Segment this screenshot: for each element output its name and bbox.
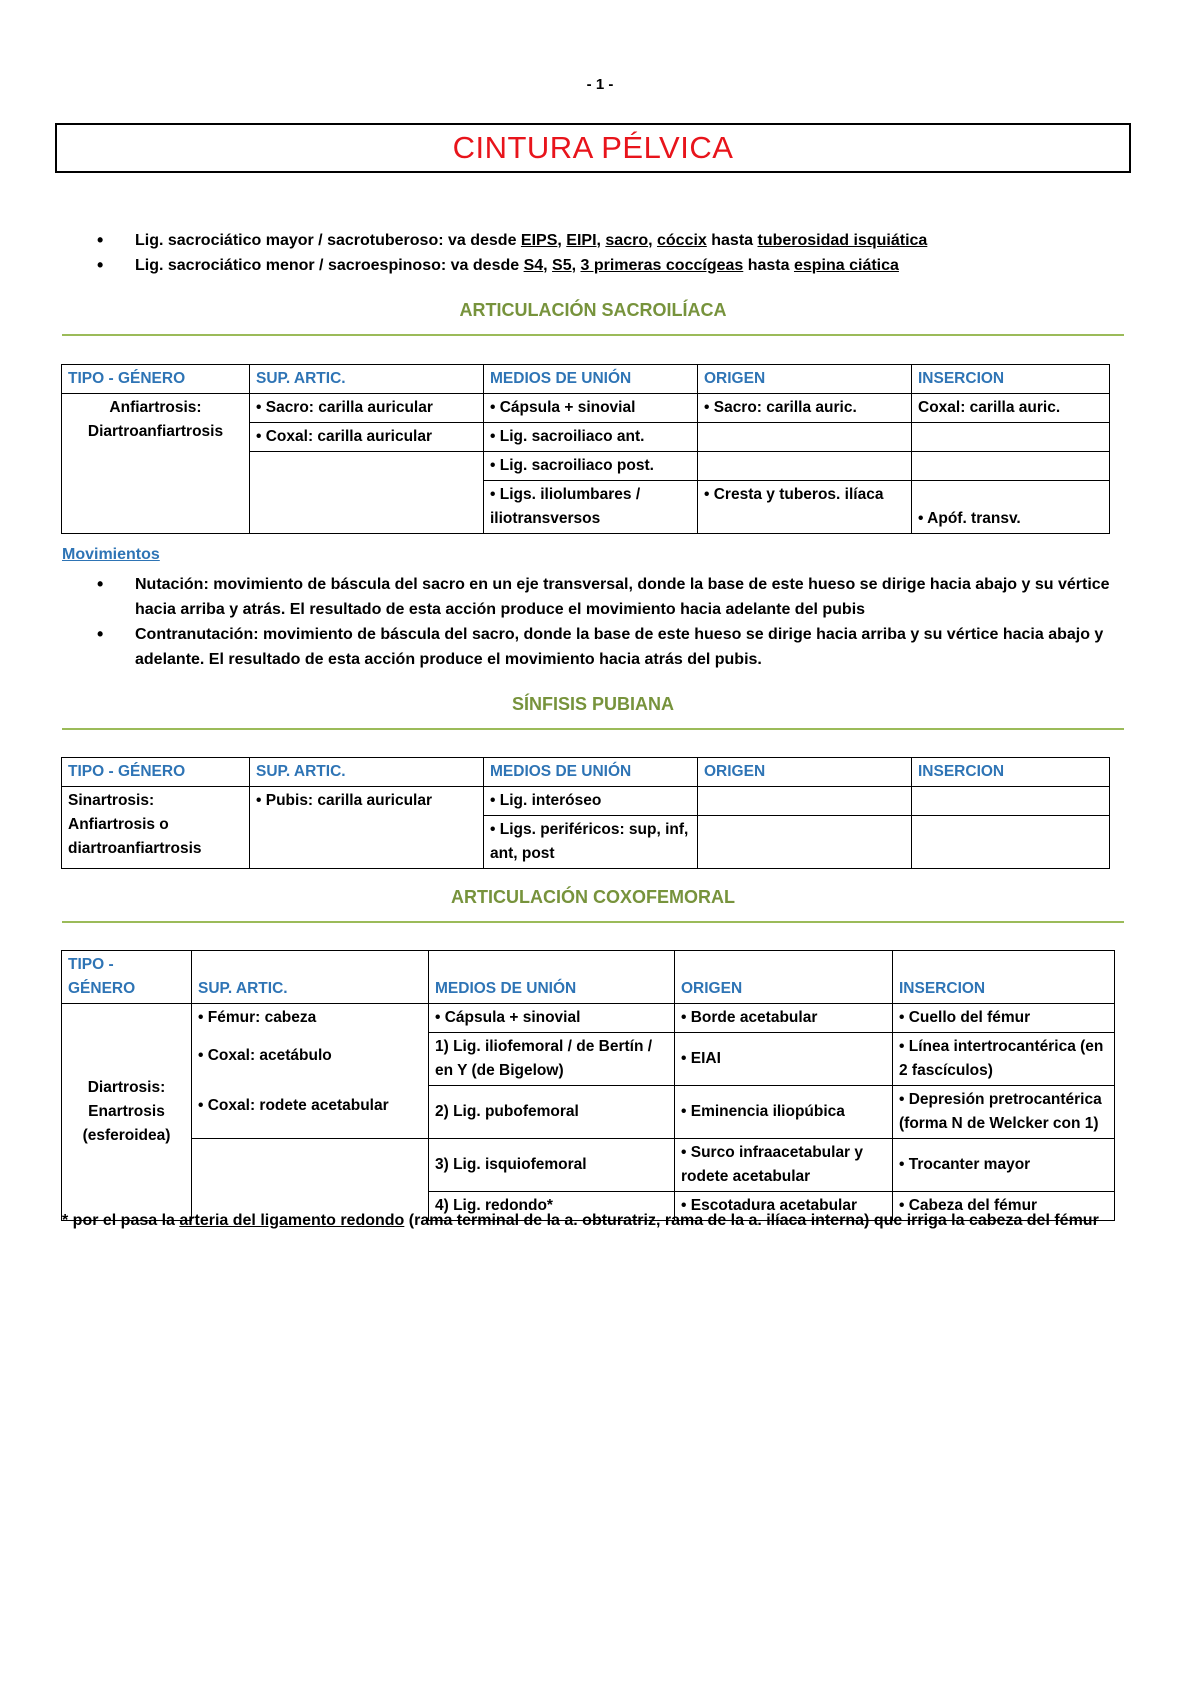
- cell-medio: • Cápsula + sinovial: [484, 394, 698, 423]
- bullet-text: Lig. sacrociático mayor / sacrotuberoso: va desde: [135, 232, 521, 249]
- underlined-term: S4: [523, 257, 544, 274]
- cell-insercion: • Cabeza del fémur: [893, 1192, 1115, 1221]
- header-origen: ORIGEN: [698, 758, 912, 787]
- sup-line: • Coxal: rodete acetabular: [198, 1097, 389, 1114]
- cell-medio: 4) Lig. redondo*: [429, 1192, 675, 1221]
- header-origen: ORIGEN: [675, 951, 893, 1004]
- list-item: • Nutación: movimiento de báscula del sacro en un eje transversal, donde la base de este hueso se dirige hacia abajo y su vértice hacia arriba y atrás. El resultado de esta acción produce el movimiento hacia adelante del pubis: [97, 572, 1127, 622]
- cell-sup: • Pubis: carilla auricular: [250, 787, 484, 869]
- table-sinfisis: [61, 757, 1110, 869]
- page-title: CINTURA PÉLVICA: [452, 130, 734, 165]
- cell-insercion: Coxal: carilla auric.: [912, 394, 1110, 423]
- header-sup: SUP. ARTIC.: [250, 758, 484, 787]
- cell-medio: 1) Lig. iliofemoral / de Bertín / en Y (de Bigelow): [429, 1033, 675, 1086]
- footnote-post: (rama terminal de la a. obturatriz, rama de la a. ilíaca interna) que irriga la cabeza del fémur: [404, 1212, 1099, 1229]
- cell-origen: • Eminencia iliopúbica: [675, 1086, 893, 1139]
- header-insercion: INSERCION: [893, 951, 1115, 1004]
- sup-line: • Fémur: cabeza: [198, 1009, 317, 1026]
- movimientos-list: [97, 572, 1127, 672]
- header-tipo: TIPO - GÉNERO: [62, 951, 192, 1004]
- header-medios: MEDIOS DE UNIÓN: [484, 758, 698, 787]
- bullet-text: hasta: [743, 257, 794, 274]
- tipo-line: Diartroanfiartrosis: [87, 423, 224, 440]
- list-item: • Contranutación: movimiento de báscula del sacro, donde la base de este hueso se dirige hacia arriba y su vértice hacia abajo y adelante. El resultado de esta acción produce el movimiento hacia atrás del pubis.: [97, 622, 1127, 672]
- cell-insercion: • Línea intertrocantérica (en 2 fascículos): [893, 1033, 1115, 1086]
- header-origen: ORIGEN: [698, 365, 912, 394]
- bullet-text: Lig. sacrociático menor / sacroespinoso: va desde: [135, 257, 524, 274]
- cell-medio: • Ligs. periféricos: sup, inf, ant, post: [484, 816, 698, 869]
- cell-origen: • Surco infraacetabular y rodete acetabular: [675, 1139, 893, 1192]
- section-heading-sacroiliaca: ARTICULACIÓN SACROILÍACA: [459, 300, 727, 320]
- underlined-term: EIPS: [520, 232, 558, 249]
- table-sacroiliaca: [61, 364, 1110, 534]
- bullet-text: ,: [571, 257, 581, 274]
- cell-medio: • Ligs. iliolumbares / iliotransversos: [484, 481, 698, 534]
- tipo-line: Enartrosis: [88, 1103, 165, 1120]
- cell-sup-empty: [250, 452, 484, 534]
- tipo-line: (esferoidea): [82, 1127, 171, 1144]
- header-insercion: INSERCION: [912, 758, 1110, 787]
- cell-medio: 3) Lig. isquiofemoral: [429, 1139, 675, 1192]
- cell-origen: • Cresta y tuberos. ilíaca: [698, 481, 912, 534]
- header-insercion: INSERCION: [912, 365, 1110, 394]
- cell-insercion: • Apóf. transv.: [912, 481, 1110, 534]
- cell-origen-empty: [698, 452, 912, 481]
- header-tipo: TIPO - GÉNERO: [62, 365, 250, 394]
- cell-medio: • Cápsula + sinovial: [429, 1004, 675, 1033]
- underlined-term: espina ciática: [793, 257, 899, 274]
- cell-medio: 2) Lig. pubofemoral: [429, 1086, 675, 1139]
- cell-origen: • Borde acetabular: [675, 1004, 893, 1033]
- underlined-term: 3 primeras coccígeas: [580, 257, 744, 274]
- tipo-line: Diartrosis:: [87, 1079, 166, 1096]
- cell-insercion-empty: [912, 452, 1110, 481]
- table-coxofemoral: [61, 950, 1115, 1221]
- cell-tipo: Sinartrosis: Anfiartrosis o diartroanfiartrosis: [62, 787, 250, 869]
- bullet-text: ,: [648, 232, 657, 249]
- intro-bullet-item: [97, 253, 927, 278]
- tipo-line: Anfiartrosis:: [109, 399, 202, 416]
- section-heading-coxofemoral: ARTICULACIÓN COXOFEMORAL: [451, 887, 735, 907]
- bullet-text: ,: [596, 232, 606, 249]
- underlined-term: cóccix: [657, 232, 707, 249]
- cell-insercion: • Depresión pretrocantérica (forma N de Welcker con 1): [893, 1086, 1115, 1139]
- footnote: [62, 1208, 1122, 1233]
- header-sup: SUP. ARTIC.: [250, 365, 484, 394]
- cell-medio: • Lig. interóseo: [484, 787, 698, 816]
- header-medios: MEDIOS DE UNIÓN: [429, 951, 675, 1004]
- cell-origen: • Escotadura acetabular: [675, 1192, 893, 1221]
- cell-sup: [192, 1004, 429, 1139]
- underlined-term: sacro: [605, 232, 649, 249]
- sup-line: • Coxal: acetábulo: [198, 1047, 332, 1064]
- footnote-link-text: arteria del ligamento redondo: [179, 1212, 405, 1229]
- bullet-text: hasta: [706, 232, 758, 249]
- cell-insercion-empty: [912, 423, 1110, 452]
- section-divider: [62, 728, 1124, 730]
- section-divider: [62, 921, 1124, 923]
- footnote-pre: * por el pasa la: [62, 1212, 180, 1229]
- cell-origen-empty: [698, 816, 912, 869]
- underlined-term: tuberosidad isquiática: [757, 232, 928, 249]
- cell-insercion-empty: [912, 787, 1110, 816]
- cell-origen-empty: [698, 423, 912, 452]
- header-tipo: TIPO - GÉNERO: [62, 758, 250, 787]
- underlined-term: S5: [552, 257, 572, 274]
- cell-medio: • Lig. sacroiliaco ant.: [484, 423, 698, 452]
- page-number: - 1 -: [586, 76, 614, 93]
- movimientos-title: Movimientos: [62, 546, 160, 563]
- title-box: [55, 123, 1131, 173]
- cell-insercion: • Cuello del fémur: [893, 1004, 1115, 1033]
- cell-tipo: [62, 1004, 192, 1221]
- cell-origen-empty: [698, 787, 912, 816]
- bullet-text: ,: [543, 257, 553, 274]
- cell-insercion-empty: [912, 816, 1110, 869]
- cell-tipo: [62, 394, 250, 534]
- header-medios: MEDIOS DE UNIÓN: [484, 365, 698, 394]
- cell-origen: • Sacro: carilla auric.: [698, 394, 912, 423]
- section-heading-sinfisis: SÍNFISIS PUBIANA: [511, 694, 675, 714]
- cell-sup: • Sacro: carilla auricular: [250, 394, 484, 423]
- header-sup: SUP. ARTIC.: [192, 951, 429, 1004]
- intro-bullet-list: [97, 228, 927, 278]
- cell-sup: • Coxal: carilla auricular: [250, 423, 484, 452]
- cell-origen: • EIAI: [675, 1033, 893, 1086]
- underlined-term: EIPI: [566, 232, 597, 249]
- cell-insercion: • Trocanter mayor: [893, 1139, 1115, 1192]
- cell-medio: • Lig. sacroiliaco post.: [484, 452, 698, 481]
- intro-bullet-item: [97, 228, 927, 253]
- section-divider: [62, 334, 1124, 336]
- bullet-text: ,: [557, 232, 567, 249]
